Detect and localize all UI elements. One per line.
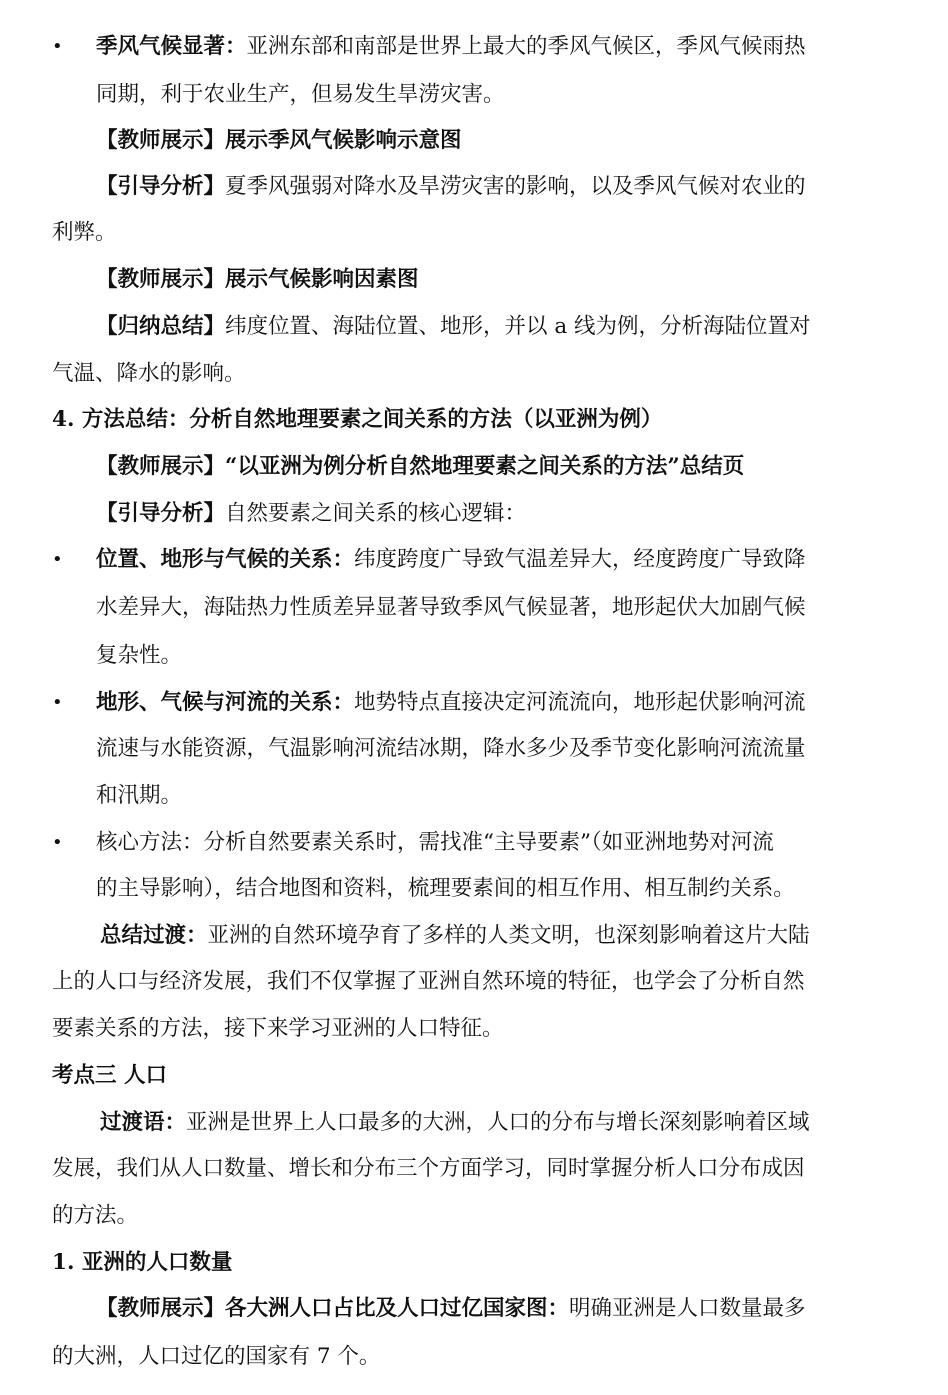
guide-analysis-monsoon-1: 【引导分析】夏季风强弱对降水及旱涝灾害的影响，以及季风气候对农业的: [96, 174, 806, 199]
position-terrain-climate-2: 水差异大，海陆热力性质差异显著导致季风气候显著，地形起伏大加剧气候: [96, 595, 806, 620]
summary-line-1: 【归纳总结】纬度位置、海陆位置、地形，并以 a 线为例，分析海陆位置对: [96, 314, 811, 339]
summary-line-2: 气温、降水的影响。: [52, 361, 246, 386]
teacher-show-climate-factors: 【教师展示】展示气候影响因素图: [96, 267, 419, 292]
monsoon-bullet-line-2: 同期，利于农业生产，但易发生旱涝灾害。: [96, 82, 505, 107]
transition-line-1: 过渡语：亚洲是世界上人口最多的大洲，人口的分布与增长深刻影响着区域: [100, 1110, 810, 1135]
transition-line-2: 发展，我们从人口数量、增长和分布三个方面学习，同时掌握分析人口分布成因: [52, 1156, 805, 1181]
core-method-2: 的主导影响），结合地图和资料，梳理要素间的相互作用、相互制约关系。: [96, 876, 795, 901]
position-terrain-climate-1: 位置、地形与气候的关系：纬度跨度广导致气温差异大，经度跨度广导致降: [96, 547, 806, 572]
guide-analysis-logic: 【引导分析】自然要素之间关系的核心逻辑：: [96, 501, 527, 526]
section-heading-4: 4. 方法总结：分析自然地理要素之间关系的方法（以亚洲为例）: [52, 407, 663, 432]
bullet-marker: •: [52, 832, 63, 853]
summary-transition-2: 上的人口与经济发展，我们不仅掌握了亚洲自然环境的特征，也学会了分析自然: [52, 969, 805, 994]
teacher-show-method: 【教师展示】“以亚洲为例分析自然地理要素之间关系的方法”总结页: [96, 454, 745, 479]
section-heading-1: 1. 亚洲的人口数量: [52, 1250, 233, 1275]
bullet-marker: •: [52, 549, 63, 570]
teacher-show-monsoon: 【教师展示】展示季风气候影响示意图: [96, 128, 462, 153]
core-method-1: 核心方法：分析自然要素关系时，需找准“主导要素”（如亚洲地势对河流: [96, 830, 774, 855]
guide-analysis-monsoon-2: 利弊。: [52, 220, 117, 245]
bullet-marker: •: [52, 692, 63, 713]
teacher-show-population-1: 【教师展示】各大洲人口占比及人口过亿国家图：明确亚洲是人口数量最多: [96, 1296, 806, 1321]
exam-point-3-heading: 考点三 人口: [52, 1063, 167, 1088]
summary-transition-3: 要素关系的方法，接下来学习亚洲的人口特征。: [52, 1016, 504, 1041]
terrain-climate-river-2: 流速与水能资源，气温影响河流结冰期，降水多少及季节变化影响河流流量: [96, 736, 806, 761]
summary-transition-1: 总结过渡：亚洲的自然环境孕育了多样的人类文明，也深刻影响着这片大陆: [100, 923, 810, 948]
monsoon-bullet-line-1: 季风气候显著：亚洲东部和南部是世界上最大的季风气候区，季风气候雨热: [96, 34, 806, 59]
position-terrain-climate-3: 复杂性。: [96, 643, 183, 668]
transition-line-3: 的方法。: [52, 1203, 139, 1228]
bullet-marker: •: [52, 36, 63, 57]
terrain-climate-river-1: 地形、气候与河流的关系：地势特点直接决定河流流向，地形起伏影响河流: [96, 690, 806, 715]
teacher-show-population-2: 的大洲，人口过亿的国家有 7 个。: [52, 1344, 381, 1369]
terrain-climate-river-3: 和汛期。: [96, 783, 183, 808]
